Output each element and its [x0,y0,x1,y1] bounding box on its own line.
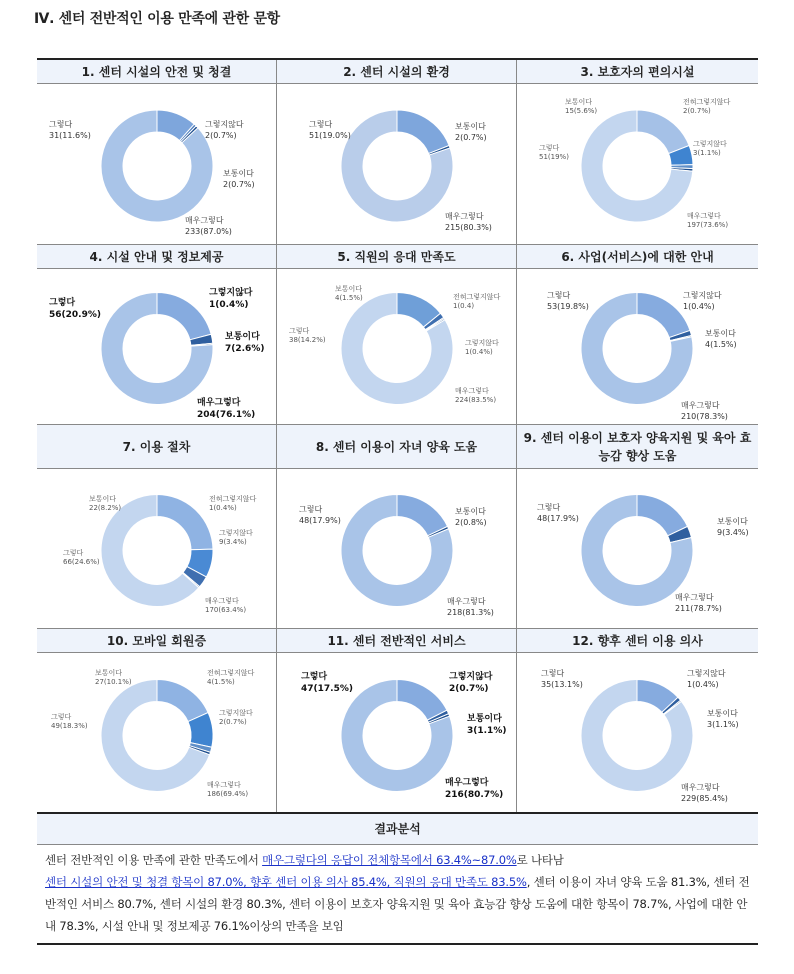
slice-label-name: 보통이다 [225,332,260,342]
slice-label [63,549,100,568]
chart-title: 3. 보호자의 편의시설 [517,60,758,84]
slice-label [541,669,583,691]
slice-label [289,327,326,346]
slice-label-value: 56(20.9%) [49,310,101,321]
donut-slice [157,680,208,722]
slice-label-name: 그렇지않다 [205,120,244,129]
slice-label [89,495,121,514]
slice-label-name: 그렇지않다 [465,339,499,347]
donut-chart [277,469,516,628]
slice-label [687,212,728,231]
chart-cell [277,245,517,424]
slice-label [51,713,88,732]
slice-label-value: 3(1.1%) [693,149,721,158]
slice-label [465,339,499,358]
slice-label-name: 매우그렇다 [445,212,484,221]
donut-slice [157,495,213,550]
chart-title: 5. 직원의 응대 만족도 [277,245,516,269]
slice-label-value: 4(1.5%) [207,678,235,687]
slice-label [537,503,579,525]
slice-label-name: 그렇지않다 [209,288,253,298]
slice-label [197,397,255,421]
result-analysis [37,812,758,945]
slice-label-value: 1(0.4%) [465,348,493,357]
slice-label-name: 전혀그렇지않다 [453,293,501,301]
slice-label-value: 35(13.1%) [541,679,583,689]
slice-label-value: 53(19.8%) [547,301,589,311]
result-text-part: 로 나타남 [516,853,564,867]
slice-label-name: 보통이다 [467,714,502,724]
chart-title: 12. 향후 센터 이용 의사 [517,629,758,653]
slice-label [455,507,487,529]
slice-label-value: 1(0.4%) [687,679,719,689]
slice-label-value: 2(0.7%) [205,130,237,140]
slice-label-name: 그렇다 [309,120,333,129]
slice-label-name: 매우그렇다 [455,387,489,395]
slice-label-name: 매우그렇다 [675,593,714,602]
slice-label-name: 그렇다 [539,144,560,152]
slice-label-name: 보통이다 [95,669,123,677]
chart-cell [37,60,277,244]
slice-label [209,287,252,311]
slice-label [565,98,597,117]
slice-label-name: 보통이다 [335,285,363,293]
slice-label [209,495,256,514]
donut-chart [37,84,276,244]
slice-label-name: 매우그렇다 [445,778,489,788]
slice-label-value: 22(8.2%) [89,504,122,513]
slice-label [681,783,728,805]
slice-label-name: 전혀그렇지않다 [207,669,255,677]
slice-label-name: 매우그렇다 [681,401,720,410]
slice-label-value: 1(0.4%) [209,300,249,311]
slice-label [445,212,492,234]
slice-label [223,169,255,191]
slice-label [309,120,351,142]
slice-label-name: 전혀그렇지않다 [683,98,731,106]
slice-label-value: 66(24.6%) [63,558,100,567]
chart-row [37,425,758,629]
result-highlight: 센터 시설의 안전 및 청결 항목이 87.0%, 향후 센터 이용 의사 85.4%, 직원의 응대 만족도 83.5% [45,875,527,889]
result-text-part: , 센터 이용이 자녀 양육 도움 81.3%, 센터 전반적인 서비스 80.7%, 센터 시설의 환경 80.3%, 센터 이용이 보호자 양육지원 및 육아 효능감 향상 도움에 대한 항목이 78.7%, 사업에 대한 안내 78.3%, 시설 안내 및 정보제공 76.1%이상의 만족을 보임 [45,875,750,933]
slice-label [705,329,737,351]
slice-label-value: 15(5.6%) [565,107,598,116]
slice-label-name: 그렇다 [289,327,310,335]
slice-label-value: 49(18.3%) [51,722,88,731]
result-title: 결과분석 [37,814,758,845]
slice-label-name: 보통이다 [89,495,117,503]
slice-label-name: 매우그렇다 [687,212,721,220]
slice-label-name: 매우그렇다 [207,781,241,789]
slice-label-value: 204(76.1%) [197,410,256,421]
chart-title: 1. 센터 시설의 안전 및 청결 [37,60,276,84]
slice-label-value: 9(3.4%) [717,527,749,537]
slice-label-value: 1(0.4) [453,302,475,311]
slice-label [707,709,739,731]
slice-label-value: 197(73.6%) [687,221,729,230]
slice-label-value: 211(78.7%) [675,603,722,613]
slice-label [219,529,253,548]
slice-label-value: 215(80.3%) [445,222,492,232]
slice-label-value: 47(17.5%) [301,684,353,695]
slice-label-value: 2(0.7%) [683,107,711,116]
slice-label [693,140,727,159]
slice-label-name: 보통이다 [705,329,736,338]
slice-label-value: 229(85.4%) [681,793,728,803]
slice-label [455,122,487,144]
slice-label [453,293,500,312]
slice-label [225,331,264,355]
chart-title: 9. 센터 이용이 보호자 양육지원 및 육아 효능감 향상 도움 [517,425,758,469]
slice-label [681,401,728,423]
slice-label-value: 4(1.5%) [335,294,363,303]
slice-label-name: 보통이다 [707,709,738,718]
donut-chart [37,653,276,814]
section-title: Ⅳ. 센터 전반적인 이용 만족에 관한 문항 [34,11,280,27]
slice-label-name: 그렇지않다 [687,669,726,678]
donut-svg [37,84,277,244]
chart-title: 6. 사업(서비스)에 대한 안내 [517,245,758,269]
slice-label-value: 4(1.5%) [705,339,737,349]
slice-label-value: 186(69.4%) [207,790,249,799]
slice-label-value: 51(19%) [539,153,569,162]
chart-cell [277,60,517,244]
chart-cell [517,629,758,814]
slice-label-name: 그렇다 [49,120,73,129]
slice-label [205,597,246,616]
slice-label-value: 27(10.1%) [95,678,132,687]
chart-cell [517,425,758,628]
slice-label [49,297,101,321]
chart-cell [37,425,277,628]
slice-label-value: 216(80.7%) [445,790,504,801]
slice-label-value: 233(87.0%) [185,226,232,236]
slice-label [717,517,749,539]
slice-label-name: 그렇다 [301,672,328,682]
donut-chart [277,269,516,424]
slice-label-value: 7(2.6%) [225,344,265,355]
slice-label [449,671,492,695]
slice-label [301,671,353,695]
slice-label-value: 31(11.6%) [49,130,91,140]
chart-title: 7. 이용 절차 [37,425,276,469]
slice-label-value: 2(0.7%) [449,684,489,695]
chart-cell [517,245,758,424]
slice-label-value: 2(0.8%) [455,517,487,527]
donut-slice [157,293,211,340]
slice-label-value: 38(14.2%) [289,336,326,345]
slice-label [683,98,730,117]
slice-label [687,669,726,691]
chart-title: 10. 모바일 회원증 [37,629,276,653]
slice-label [445,777,503,801]
slice-label-value: 210(78.3%) [681,411,728,421]
slice-label [299,505,341,527]
slice-label-name: 보통이다 [565,98,593,106]
slice-label [207,669,254,688]
slice-label-value: 51(19.0%) [309,130,351,140]
chart-row [37,629,758,815]
slice-label-name: 매우그렇다 [681,783,720,792]
slice-label-name: 보통이다 [455,507,486,516]
chart-cell [277,425,517,628]
slice-label-value: 170(63.4%) [205,606,247,615]
chart-title: 8. 센터 이용이 자녀 양육 도움 [277,425,516,469]
slice-label-value: 3(1.1%) [707,719,739,729]
slice-label-value: 218(81.3%) [447,607,494,617]
slice-label-value: 1(0.4%) [683,301,715,311]
slice-label-name: 매우그렇다 [205,597,239,605]
result-highlight: 매우그렇다의 응답이 전체항목에서 63.4%~87.0% [262,853,517,867]
slice-label [185,216,232,238]
slice-label [547,291,589,313]
slice-label-value: 48(17.9%) [537,513,579,523]
donut-chart [517,84,758,244]
slice-label-value: 3(1.1%) [467,726,507,737]
slice-label-value: 2(0.7%) [455,132,487,142]
result-text-part: 센터 전반적인 이용 만족에 관한 만족도에서 [45,853,263,867]
donut-chart [277,653,516,814]
donut-chart [517,269,758,424]
slice-label [219,709,253,728]
donut-chart [517,469,758,628]
slice-label-name: 그렇다 [541,669,565,678]
slice-label-value: 2(0.7%) [223,179,255,189]
slice-label-name: 매우그렇다 [197,398,241,408]
slice-label [683,291,722,313]
slice-label-name: 매우그렇다 [447,597,486,606]
slice-label-name: 보통이다 [717,517,748,526]
slice-label-name: 그렇다 [51,713,72,721]
chart-grid [37,58,758,815]
slice-label-name: 그렇지않다 [683,291,722,300]
slice-label-value: 2(0.7%) [219,718,247,727]
chart-cell [37,629,277,814]
slice-label-name: 보통이다 [223,169,254,178]
slice-label-name: 그렇다 [63,549,84,557]
chart-cell [277,629,517,814]
slice-label-name: 매우그렇다 [185,216,224,225]
slice-label-name: 그렇지않다 [219,709,253,717]
slice-label-name: 그렇지않다 [449,672,493,682]
slice-label-name: 보통이다 [455,122,486,131]
chart-row [37,60,758,245]
slice-label [447,597,494,619]
result-text [37,845,758,943]
slice-label-name: 그렇다 [537,503,561,512]
slice-label [675,593,722,615]
slice-label [207,781,248,800]
slice-label-name: 전혀그렇지않다 [209,495,257,503]
chart-title: 11. 센터 전반적인 서비스 [277,629,516,653]
slice-label [539,144,569,163]
slice-label [205,120,244,142]
slice-label [467,713,506,737]
chart-title: 4. 시설 안내 및 정보제공 [37,245,276,269]
slice-label [335,285,363,304]
slice-label-value: 9(3.4%) [219,538,247,547]
slice-label-name: 그렇다 [49,298,76,308]
donut-chart [517,653,758,814]
slice-label [455,387,496,406]
slice-label-value: 224(83.5%) [455,396,497,405]
slice-label-value: 1(0.4%) [209,504,237,513]
chart-title: 2. 센터 시설의 환경 [277,60,516,84]
slice-label-name: 그렇다 [299,505,323,514]
slice-label [95,669,132,688]
donut-slice [637,110,689,154]
donut-chart [277,84,516,244]
chart-cell [517,60,758,244]
slice-label-name: 그렇다 [547,291,571,300]
slice-label-value: 48(17.9%) [299,515,341,525]
slice-label-name: 그렇지않다 [693,140,727,148]
chart-row [37,245,758,425]
donut-slice [397,110,449,154]
chart-cell [37,245,277,424]
slice-label-name: 그렇지않다 [219,529,253,537]
donut-chart [37,269,276,424]
donut-chart [37,469,276,628]
slice-label [49,120,91,142]
